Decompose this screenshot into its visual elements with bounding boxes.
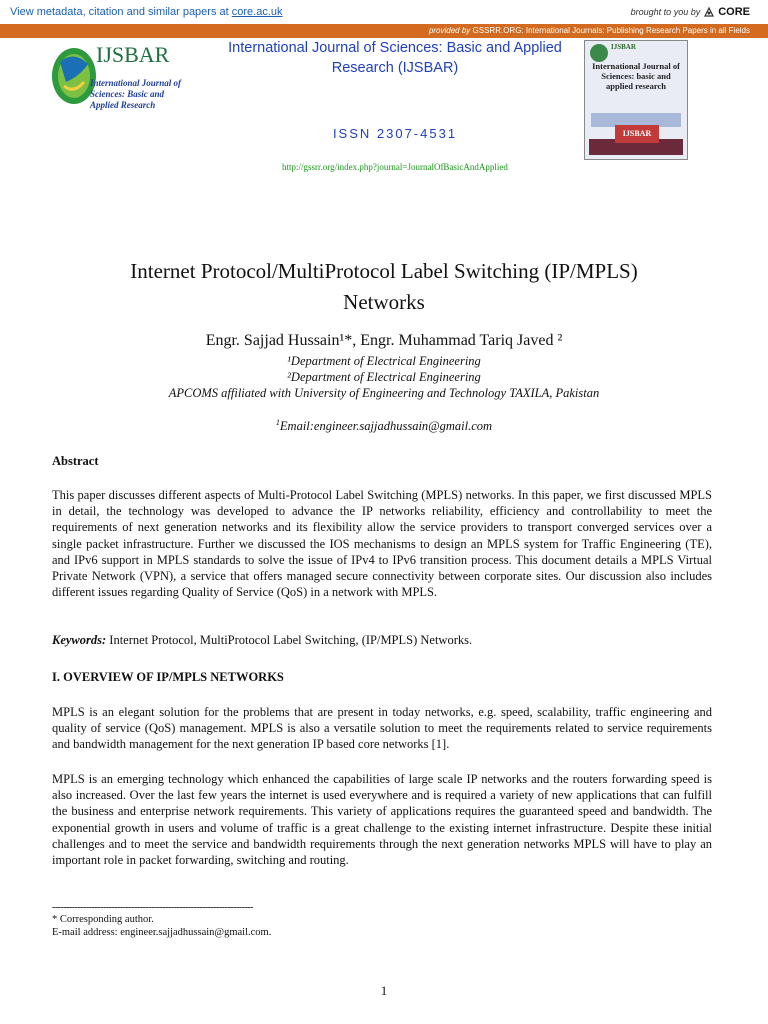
- journal-url[interactable]: http://gssrr.org/index.php?journal=JournalOfBasicAndApplied: [282, 162, 508, 172]
- core-link[interactable]: core.ac.uk: [231, 6, 283, 18]
- journal-logo: [50, 42, 190, 120]
- core-logo-icon: [703, 6, 715, 18]
- paper-authors: Engr. Sajjad Hussain¹*, Engr. Muhammad Tariq Javed ²: [205, 332, 563, 349]
- provided-by-bar: provided by GSSRR.ORG: International Journals: Publishing Research Papers in all Fields: [0, 24, 768, 38]
- journal-cover: [584, 40, 688, 160]
- footnote-email: E-mail address: engineer.sajjadhussain@gmail.com.: [52, 927, 272, 938]
- abstract-heading: Abstract: [52, 454, 99, 468]
- section-heading: I. OVERVIEW OF IP/MPLS NETWORKS: [52, 670, 284, 684]
- issn: ISSN 2307-4531: [332, 126, 458, 141]
- author-email: $^1$Email:engineer.sajjadhussain@gmail.com: [275, 418, 493, 434]
- journal-title: International Journal of Sciences: Basic and Applied Research (IJSBAR): [228, 40, 562, 76]
- footnote-rule: -----------------------------------------------------------------------: [52, 902, 253, 913]
- logo-text: IJSBAR: [96, 42, 170, 67]
- section-paragraph-2: MPLS is an emerging technology which enhanced the capabilities of large scale IP networks and the routers forwarding speed is also increased. Over the last few years the internet is used everywhere and is required a variety of new applications that can fulfill the business and enterprise network requirements. This variety of applications requires the guaranteed speed and bandwidth. The exponential growth in users and volume of traffic is a great challenge to the existing internet infrastructure. Despite these initial challenges and to meet the service and bandwidth requirements through the next generation networks MPLS will have to play an important role in packet forwarding, switching and routing.: [52, 772, 712, 868]
- paper-title: Internet Protocol/MultiProtocol Label Switching (IP/MPLS) Networks: [130, 259, 638, 314]
- core-brand[interactable]: brought to you by CORE: [630, 6, 750, 18]
- cover-badge: IJSBAR: [622, 129, 652, 138]
- footnote-corresponding: * Corresponding author.: [52, 914, 154, 925]
- keywords: Keywords: Internet Protocol, MultiProtocol Label Switching, (IP/MPLS) Networks.: [52, 633, 473, 647]
- section-paragraph-1: MPLS is an elegant solution for the problems that are present in today networks, e.g. speed, scalability, traffic engineering and quality of service (QoS) management. MPLS is also a versatile solution to meet the requirements related to service requirements and bandwidth management for the next generation IP based core networks [1].: [52, 705, 712, 752]
- page-number: 1: [380, 983, 388, 998]
- author-affiliations: ¹Department of Electrical Engineering ²Department of Electrical Engineering APCOMS affiliated with University of Engineering and Technology TAXILA, Pakistan: [168, 354, 600, 400]
- cover-top-text: IJSBAR: [611, 43, 636, 51]
- cover-title: International Journal of Sciences: basic and applied research: [592, 61, 680, 91]
- core-banner: [0, 0, 768, 25]
- abstract-text: This paper discusses different aspects of Multi-Protocol Label Switching (MPLS) networks. In this paper, we first discussed MPLS in detail, the technology was developed to advance the IP networks reliability, efficiency and controllability to meet the requirements of next generation networks and its flexibility allow the service providers to transport converged services over a single packet infrastructure. Further we discussed the IOS mechanisms to design an MPLS system for Traffic Engineering (TE), and IPv6 support in MPLS standards to solve the issue of IPv4 to IPv6 transition process. This document details a MPLS Virtual Private Network (VPN), a service that offers managed secure connectivity between corporate sites. Our discussion also includes different issues regarding Quality of Service (QoS) in a network with MPLS.: [52, 488, 712, 600]
- core-view-text: View metadata, citation and similar papers at core.ac.uk: [10, 6, 283, 18]
- logo-subtitle: International Journal of Sciences: Basic and Applied Research: [90, 78, 182, 110]
